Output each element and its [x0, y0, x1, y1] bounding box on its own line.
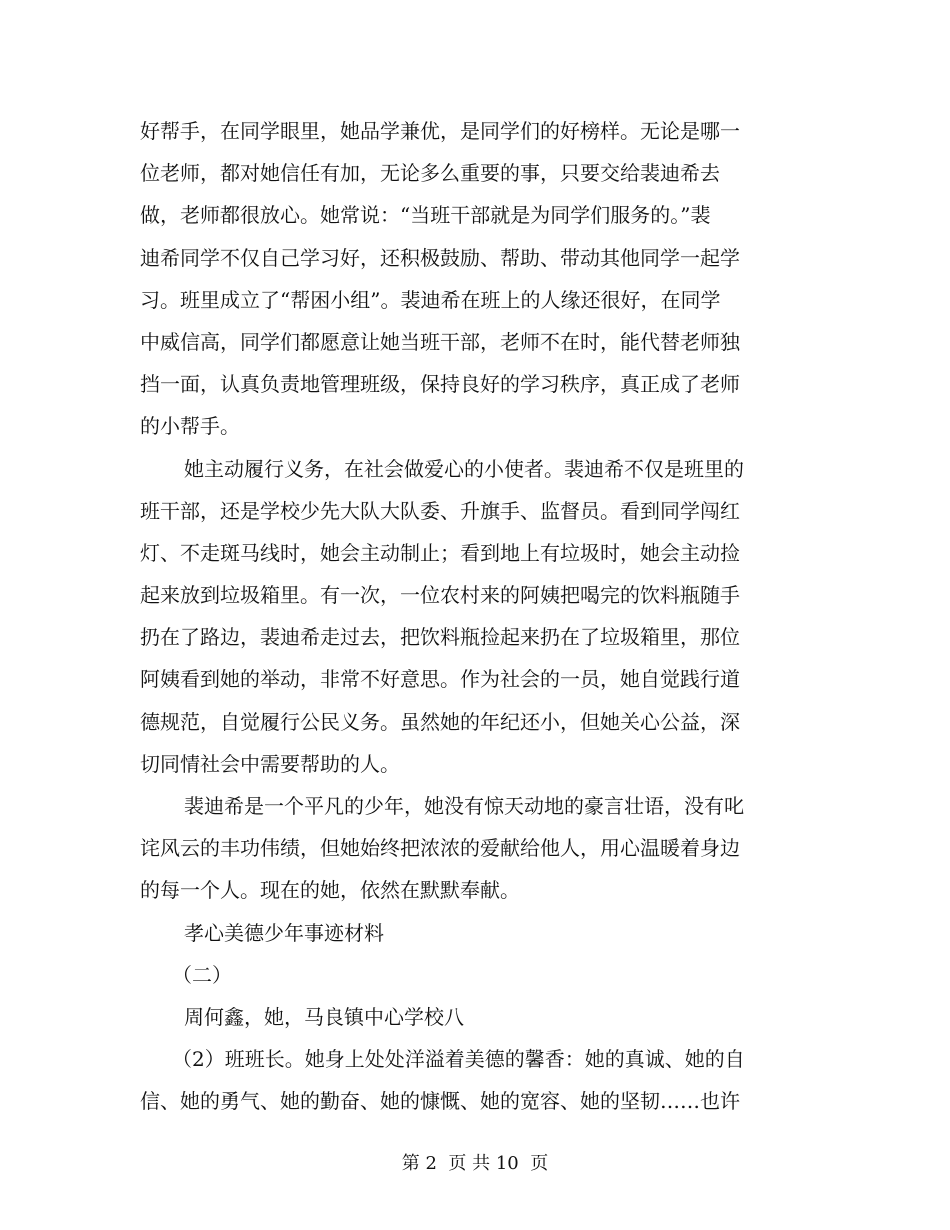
text-line: 位老师，都对她信任有加，无论多么重要的事，只要交给裴迪希去 [140, 161, 720, 186]
text-line: 习。班里成立了“帮困小组”。裴迪希在班上的人缘还很好，在同学 [140, 287, 721, 312]
text-line: 扔在了路边，裴迪希走过去，把饮料瓶捡起来扔在了垃圾箱里，那位 [140, 625, 740, 650]
text-line: 的小帮手。 [140, 414, 240, 439]
text-line: 班干部，还是学校少先大队大队委、升旗手、监督员。看到同学闯红 [140, 498, 740, 523]
text-line: 做，老师都很放心。她常说：“当班干部就是为同学们服务的。”裴 [140, 203, 711, 228]
text-line: 灯、不走斑马线时，她会主动制止；看到地上有垃圾时，她会主动捡 [140, 540, 740, 565]
text-line: 信、她的勇气、她的勤奋、她的慷慨、她的宽容、她的坚韧……也许 [140, 1089, 740, 1114]
body-text [140, 110, 780, 1123]
text-line: 中威信高，同学们都愿意让她当班干部，老师不在时，能代替老师独 [140, 329, 740, 354]
text-line: 挡一面，认真负责地管理班级，保持良好的学习秩序，真正成了老师 [140, 372, 740, 397]
text-line: 起来放到垃圾箱里。有一次，一位农村来的阿姨把喝完的饮料瓶随手 [140, 583, 740, 608]
text-line: 切同情社会中需要帮助的人。 [140, 751, 400, 776]
section-number: （二） [172, 962, 232, 987]
text-line: 好帮手，在同学眼里，她品学兼优，是同学们的好榜样。无论是哪一 [140, 119, 740, 143]
text-line: 迪希同学不仅自己学习好，还积极鼓励、帮助、带动其他同学一起学 [140, 245, 740, 270]
text-line: 诧风云的丰功伟绩，但她始终把浓浓的爱献给他人，用心温暖着身边 [140, 836, 740, 861]
section-title: 孝心美德少年事迹材料 [184, 920, 384, 945]
paragraph-start-line: （2）班班长。她身上处处洋溢着美德的馨香：她的真诚、她的自 [172, 1047, 745, 1072]
text-line: 的每一个人。现在的她，依然在默默奉献。 [140, 878, 520, 903]
page-number-footer: 第 2 页 共 10 页 [401, 1153, 549, 1174]
text-line: 德规范，自觉履行公民义务。虽然她的年纪还小，但她关心公益，深 [140, 709, 740, 734]
paragraph-start-line: 裴迪希是一个平凡的少年，她没有惊天动地的豪言壮语，没有叱 [184, 794, 744, 818]
paragraph-start-line: 她主动履行义务，在社会做爱心的小使者。裴迪希不仅是班里的 [184, 456, 744, 481]
text-line: 阿姨看到她的举动，非常不好意思。作为社会的一员，她自觉践行道 [140, 667, 740, 692]
paragraph-start-line: 周何鑫，她，马良镇中心学校八 [184, 1004, 464, 1029]
